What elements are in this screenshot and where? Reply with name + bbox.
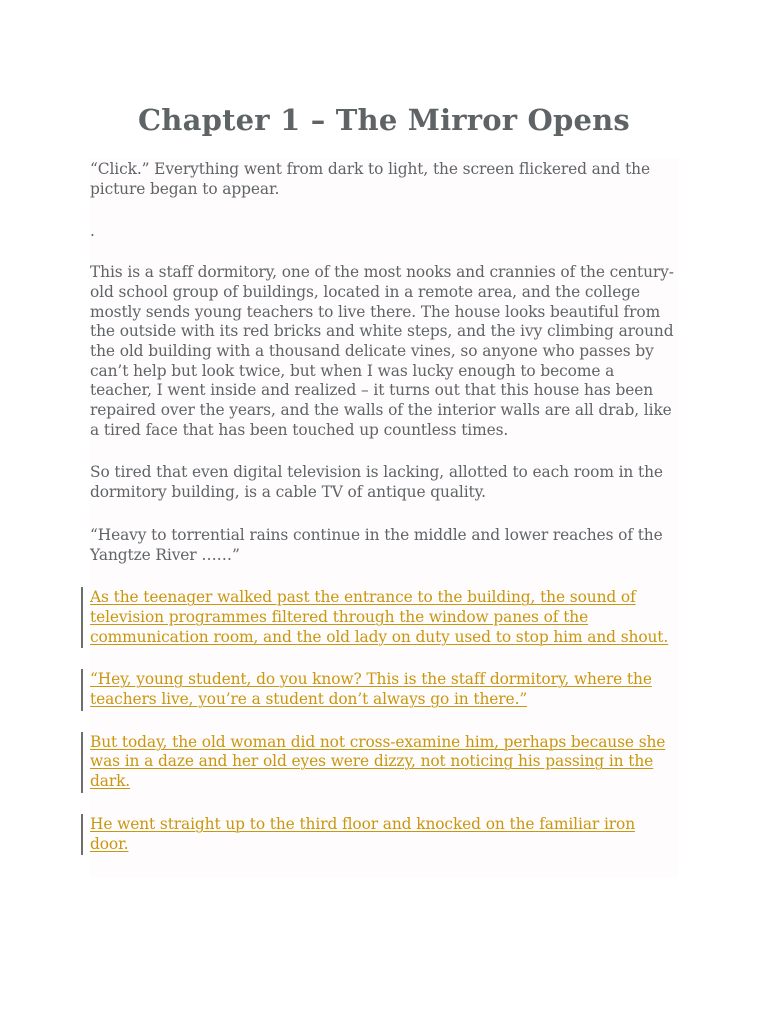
chapter-title: Chapter 1 – The Mirror Opens [138, 103, 630, 137]
linked-text[interactable]: As the teenager walked past the entrance to the building, the sound of television programmes filtered through the window panes of the communication room, and the old lady on duty used to stop him and shout. [90, 588, 669, 646]
linked-text[interactable]: He went straight up to the third floor and knocked on the familiar iron door. [90, 814, 636, 853]
linked-paragraph[interactable] [90, 670, 678, 709]
paragraph: . [90, 222, 95, 241]
chapter-body [90, 158, 678, 877]
linked-paragraph[interactable] [90, 733, 678, 792]
paragraph: This is a staff dormitory, one of the most nooks and crannies of the century-old school group of buildings, located in a remote area, and the college mostly sends young teachers to live there. The house looks beautiful from the outside with its red bricks and white steps, and the ivy climbing around the old building with a thousand delicate vines, so anyone who passes by can’t help but look twice, but when I was lucky enough to become a teacher, I went inside and realized – it turns out that this house has been repaired over the years, and the walls of the interior walls are all drab, like a tired face that has been touched up countless times. [90, 263, 674, 439]
margin-bar [81, 732, 83, 793]
paragraph: “Click.” Everything went from dark to light, the screen flickered and the picture began to appear. [90, 160, 650, 198]
paragraph: “Heavy to torrential rains continue in the middle and lower reaches of the Yangtze River ……” [90, 525, 663, 564]
margin-bar [81, 669, 83, 710]
linked-text[interactable]: “Hey, young student, do you know? This is the staff dormitory, where the teachers live, you’re a student don’t always go in there.” [90, 670, 652, 709]
linked-paragraph[interactable] [90, 588, 678, 647]
paragraph: So tired that even digital television is lacking, allotted to each room in the dormitory building, is a cable TV of antique quality. [90, 463, 663, 502]
linked-paragraph[interactable] [90, 815, 678, 854]
margin-bar [81, 587, 83, 648]
margin-bar [81, 814, 83, 855]
linked-text[interactable]: But today, the old woman did not cross-examine him, perhaps because she was in a daze and her old eyes were dizzy, not noticing his passing in the dark. [90, 732, 666, 791]
